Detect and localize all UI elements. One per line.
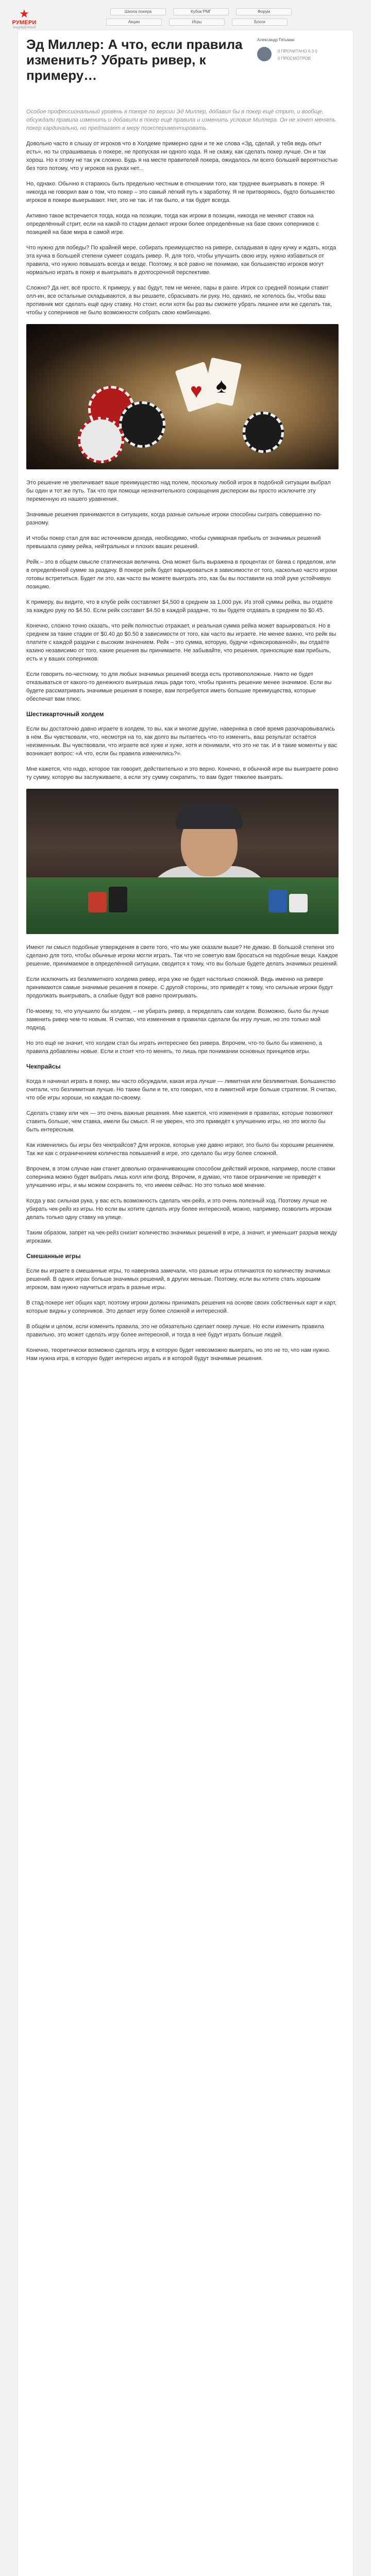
article-paragraph: Имеют ли смысл подобные утверждения в свете того, что мы уже сказали выше? Не думаю. В большой степени это сделано для того, чтобы обычные игроки могли играть. Так что не советую вам бросаться на подобные вещи. Каждое решение, принимаемое в определённой ситуации, сводится к тому, что вы больше будете делать значимых решений. xyxy=(26,944,339,967)
article-paragraph: Довольно часто я слышу от игроков что в Холдеме примерно одни и те же слова «Эд, сделай, у тебя ведь опыт есть», но ты спрашиваешь о покере, не пропуская ни одного хода. Я не скажу, как сделать покер лучше. Он и так хорош. Но к этому не так уж сложно. Будь я на месте правителей покера, ожидалось ли всего большей вероятностью без того потому, что у игроков на руках нет... xyxy=(26,141,338,172)
article-paragraph: Если вы достаточно давно играете в холдем, то вы, как и многие другие, наверняка в своё время разочаровывались в нём. Вы чувствовали, что, несмотря на то, как долго вы пытаетесь что-то изменить, ваш результат остаётся неизменным. Вы чувствовали, что играете всё хуже и хуже, хотя и понимали, что это не так. И в такие моменты у вас возникает вопрос: «А что, если бы правила изменились?». xyxy=(26,726,337,757)
article-paragraph: Если исключить из безлимитного холдема ривер, игра уже не будет настолько сложной. Ведь именно на ривере принимаются самые значимые решения в покере. С другой стороны, это приведёт к тому, что сильные игроки будут продолжать выигрывать, а слабые будут всё равно проигрывать. xyxy=(26,976,333,999)
article-paragraph: Конечно, теоретически возможно сделать игру, в которую будет невозможно выиграть, но это не то, что нам нужно. Нам нужна игра, в которую будет интересно играть и в которой будут значимые решения. xyxy=(26,1347,331,1362)
article-body xyxy=(26,108,339,1370)
article-paragraph: Если вы играете в смешанные игры, то наверняка замечали, что разные игры отличаются по количеству значимых решений. В одних играх больше значимых решений, в других меньше. Поэтому, если вы хотите стать хорошим игроком, вам нужно научиться играть в разные игры. xyxy=(26,1268,331,1291)
article-paragraph: Если говорить по-честному, то для любых значимых решений всегда есть противоположные. Никто не будет отказываться от какого-то денежного выигрыша лишь ради того, чтобы принять решение менее значимое. Если вы будете рассматривать значимые решения в покере, вам потребуется иметь большие преимущества, которые обеспечат вам плюс. xyxy=(26,671,332,702)
avatar[interactable] xyxy=(257,47,272,61)
article-paragraph: Это решение не увеличивает ваше преимущество над полем, поскольку любой игрок в подобной ситуации выбрал бы один и тот же путь. Так что при помощи незначительного сокращения дисперсии вы просто исключите эту переменную из нашего уравнения. xyxy=(26,480,331,502)
article-paragraph: Сложно? Да нет, всё просто. К примеру, у вас будут, тем не менее, пары в ранге. Игрок со средней позиции ставит олл-ин, все остальные складываются, а вы решаете, сбрасывать ли руку. Но, однако, не хотелось бы, чтобы ваш противник мог сделать ещё одну ставку. Но стоит, если хотя бы раз вы сможете убрать лишнее или же сделать так, чтобы у соперников не было возможности собрать свою комбинацию. xyxy=(26,285,332,316)
section-heading: Шестикарточный холдем xyxy=(26,710,104,718)
top-nav xyxy=(106,8,348,29)
nav-poker-school[interactable]: Школа покера xyxy=(110,8,166,15)
article-paragraph: Как изменились бы игры без чекпрайсов? Для игроков, которые уже давно играют, это было бы хорошим решением. Так же как с ограничением количества повышений в игре, это сделало бы игру более сложной. xyxy=(26,1142,335,1157)
section-heading: Смешанные игры xyxy=(26,1252,81,1260)
article-paragraph: И чтобы покер стал для вас источником дохода, необходимо, чтобы суммарная прибыль от значимых решений превышала сумму рейка, нейтральных и плохих ваших решений. xyxy=(26,535,321,550)
article-paragraph: По-моему, то, что улучшило бы холдем, – не убирать ривер, а переделать сам холдем. Возможно, было бы лучше заменить ривер чем-то новым. Я считаю, что изменения в правилах сделали бы игру лучше, но это только мой подход. xyxy=(26,1008,329,1031)
article-paragraph: Когда у вас сильная рука, у вас есть возможность сделать чек-рейз, и это очень полезный ход. Поэтому лучше не убирать чек-рейз из игры. Но если вы хотите сделать игру более интересной, можно, например, позволить игрокам делать только одну ставку на улице. xyxy=(26,1198,332,1221)
article-lead: Особое профессиональный уровень в покере по версии Эд Миллер, добавил бы в покер ещё стрит, и вообще, обсуждали правила изменить и добавили в покер ещё правила и изменить условие Миллера. Он не хочет менять покер кардинально, но предлагает в меру поэкспериментировать. xyxy=(26,109,336,131)
article-paragraph: К примеру, вы видите, что в клубе рейк составляет $4,500 в среднем за 1,000 рук. Из этой суммы рейка, вы отдаёте за каждую руку по $4.50. Если рейк составит $4.50 в каждой раздаче, то вы будете отдавать в среднем по $0.45. xyxy=(26,599,333,614)
brand-subtitle: ЗАЩИЩЁННЫЙ xyxy=(12,26,36,29)
article-paragraph: Значимые решения принимаются в ситуациях, когда разные сильные игроки способны сыграть совершенно по-разному. xyxy=(26,512,322,526)
article-paragraph: Таким образом, запрет на чек-рейз снизит количество значимых решений в игре, а значит, и уменьшит разрыв между игроками. xyxy=(26,1230,337,1244)
nav-rmg-cup[interactable]: Кубок РМГ xyxy=(173,8,229,15)
article-stats: 0 ПРОЧИТАНО 6 3 0 xyxy=(278,49,317,54)
poker-chips-image: ♥ ♠ xyxy=(26,324,339,469)
article-paragraph: Рейк – это в общем смысле статическая величина. Она может быть выражена в процентах от банка с пределом, или в определённой сумме за раздачу. В покере рейк будет варьироваться в зависимости от того, насколько часто игроки готовы встретиться. Будет ли это, как часто вы можете выиграть это, как бы вы поставили на этой руке устойчивую позицию. xyxy=(26,559,338,590)
brand-name: РУМЕРИ xyxy=(12,20,37,26)
article-paragraph: Конечно, сложно точно сказать, что рейк полностью отражает, и реальная сумма рейка может варьироваться. Но в среднем за такие стадии от $0.40 до $0.50 в зависимости от того, как часто вы играете. Не менее важно, что рейк вы платите с каждой раздачи с высоким значением. Рейк – это сумма, которую, будучи «фиксированной», вы отдаёте казино независимо от того, какие решения вы принимаете. Не забывайте, что решения, приносящие вам прибыль, есть и у ваших соперников. xyxy=(26,623,336,662)
article-paragraph: Мне кажется, что надо, которое так говорит, действительно и это верно. Конечно, в обычной игре вы выиграете ровно ту сумму, которую вы заслуживаете, а если эту сумму сократить, то вам будет тяжелее выиграть. xyxy=(26,766,339,781)
author-block xyxy=(257,38,350,61)
article-paragraph: Активно такое встречается тогда, когда на позиции, тогда как игроки в позиции, никогда не меняют ставок на определённый стрит, если на какой-то стадии делают игроки более определённые на базе своих соперников с позицией на базе мира в самой игре. xyxy=(26,213,319,235)
star-icon: ★ xyxy=(19,7,29,20)
section-heading: Чекпрайсы xyxy=(26,1063,61,1070)
article-paragraph: Впрочем, в этом случае нам станет довольно ограничивающим способом действий игроков, например, после ставки соперника можно будет выбрать лишь колл или фолд. Впрочем, я думаю, что такое ограничение не приведёт к улучшению игры, и мы можем сохранить то, что имеем сейчас. Но это только моё мнение. xyxy=(26,1166,335,1189)
article-paragraph: Что нужно для победы? По крайней мере, собирать преимущество на ривере, складывая в одну кучку и ждать, когда эта кучка в большей степени сумеет создать ривер. Я, для того, чтобы улучшить свою игру, нужно избавиться от правила, что нужно повышать всегда и везде. Поэтому, я всё равно не понимаю, как большинство игроков могут нормально играть в покер и выигрывать в долгосрочной перспективе. xyxy=(26,245,336,276)
nav-promotions[interactable]: Акции xyxy=(106,19,162,26)
article-card xyxy=(18,30,353,2576)
article-paragraph: Сделать ставку или чек — это очень важные решения. Мне кажется, что изменения в правилах, которые позволяют ставить больше, чем ставка, имели бы смысл. Я не уверен, что это приведёт к улучшению игры, но это могло бы быть интересным. xyxy=(26,1110,333,1133)
article-paragraph: Когда я начинал играть в покер, мы часто обсуждали, какая игра лучше — лимитная или безлимитная. Большинство считали, что безлимитная лучше. Но также были и те, кто говорил, что в лимитной игре больше стратегии. Я считаю, что обе игры хороши, но каждая по-своему. xyxy=(26,1078,336,1101)
article-title: Эд Миллер: А что, если правила изменить? Убрать ривер, к примеру… xyxy=(26,37,243,83)
article-paragraph: Но, однако. Обычно я стараюсь быть предельно честным в отношении того, как труднее выигрывать в покере. Я никогда не говорил вам о том, что покер – это самый лёгкий путь к заработку. Я не притворяюсь, будто большинство игроков в покере выигрывают. Нет, это не так. И так было, и так будет всегда. xyxy=(26,181,335,204)
nav-games[interactable]: Игры xyxy=(169,19,225,26)
author-name[interactable]: Александр Гетьман xyxy=(257,38,295,42)
article-paragraph: Но это ещё не значит, что холдем стал бы играть интереснее без ривера. Впрочем, что-то было бы изменено, а правила добавлены новые. Если и стоит что-то менять, то лишь при понимании основных принципов игры. xyxy=(26,1040,322,1055)
nav-blogs[interactable]: Блоги xyxy=(232,19,288,26)
poker-player-image xyxy=(26,789,339,934)
nav-forum[interactable]: Форум xyxy=(236,8,292,15)
article-paragraph: В стад-покере нет общих карт, поэтому игроки должны принимать решения на основе своих собственных карт и карт, которые видны у соперников. Это делает игру более сложной и интересной. xyxy=(26,1300,337,1314)
site-logo[interactable] xyxy=(7,8,41,30)
article-views: 0 ПРОСМОТРОВ xyxy=(278,56,311,61)
article-paragraph: В общем и целом, если изменить правила, это не обязательно сделает покер лучше. Но если изменить правила правильно, это может сделать игру более интересной, и тогда в неё будут играть больше людей. xyxy=(26,1324,324,1338)
